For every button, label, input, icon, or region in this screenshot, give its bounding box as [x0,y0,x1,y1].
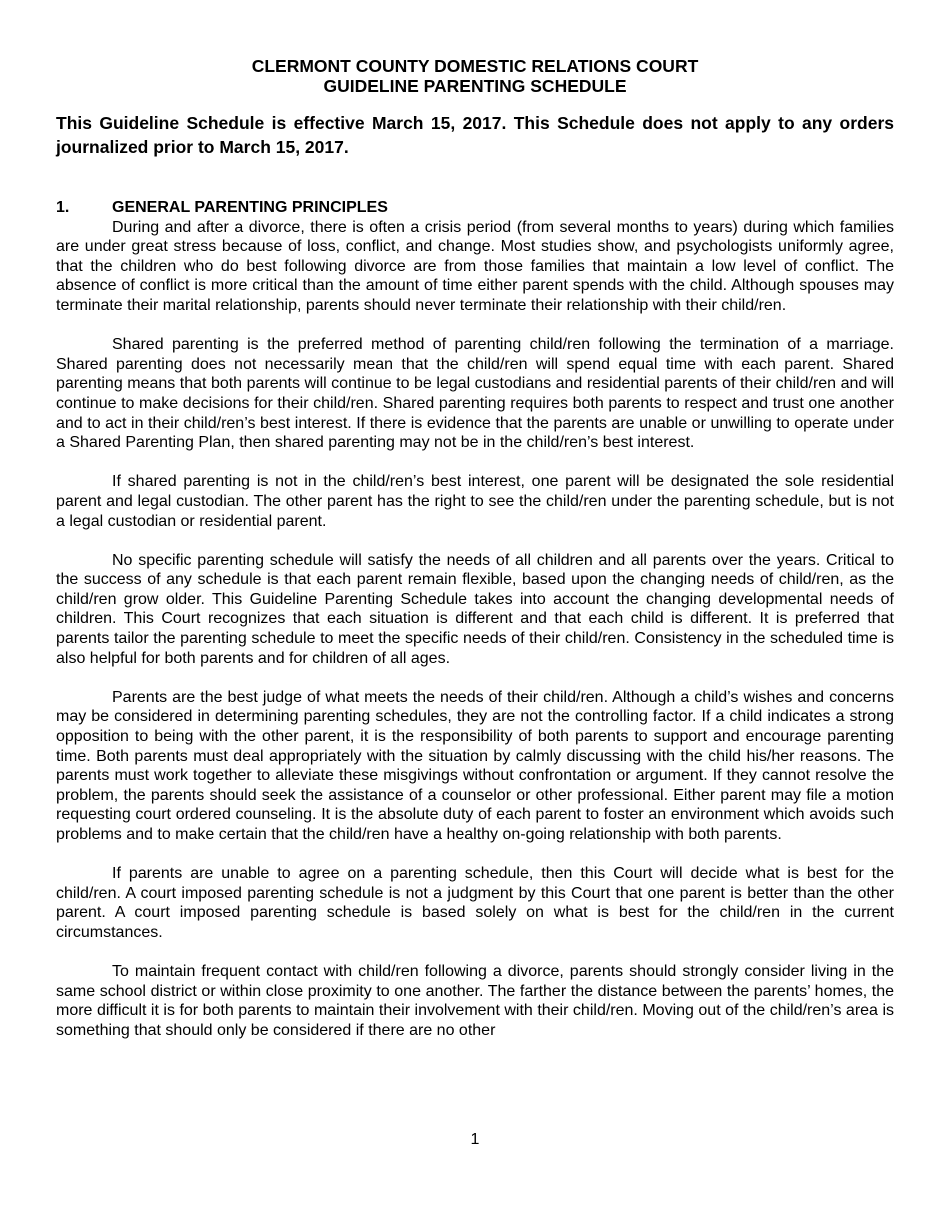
paragraph: If parents are unable to agree on a parenting schedule, then this Court will decide what is best for the child/ren. A court imposed parenting schedule is not a judgment by this Court that one parent is better than the other parent. A court imposed parenting schedule is based solely on what is best for the child/ren in the current circumstances. [56,865,894,941]
page-number: 1 [470,1131,480,1148]
document-page [56,56,894,1041]
paragraph: Parents are the best judge of what meets the needs of their child/ren. Although a child’s wishes and concerns may be considered in determining parenting schedules, they are not the controlling factor. If a child indicates a strong opposition to being with the other parent, it is the responsibility of both parents to support and encourage parenting time. Both parents must deal appropriately with the situation by calmly discussing with the child his/her reasons. The parents must work together to alleviate these misgivings without confrontation or argument. If they cannot resolve the problem, the parents should seek the assistance of a counselor or other professional. Either parent may file a motion requesting court ordered counseling. It is the absolute duty of each parent to foster an environment which avoids such problems and to make certain that the child/ren have a healthy on-going relationship with both parents. [56,688,894,843]
paragraph: No specific parenting schedule will satisfy the needs of all children and all parents over the years. Critical to the success of any schedule is that each parent remain flexible, based upon the changing needs of child/ren, as the child/ren grow older. This Guideline Parenting Schedule takes into account the changing developmental needs of children. This Court recognizes that each situation is different and that each child is different. It is preferred that parents tailor the parenting schedule to meet the specific needs of their child/ren. Consistency in the scheduled time is also helpful for both parents and for children of all ages. [56,551,894,667]
paragraph: If shared parenting is not in the child/ren’s best interest, one parent will be designated the sole residential parent and legal custodian. The other parent has the right to see the child/ren under the parenting schedule, but is not a legal custodian or residential parent. [56,473,894,530]
paragraph: Shared parenting is the preferred method of parenting child/ren following the termination of a marriage. Shared parenting does not necessarily mean that the child/ren will spend equal time with each parent. Shared parenting means that both parents will continue to be legal custodians and residential parents of their child/ren and will continue to make decisions for their child/ren. Shared parenting requires both parents to respect and trust one another and to act in their child/ren’s best interest. If there is evidence that the parents are unable or unwilling to operate under a Shared Parenting Plan, then shared parenting may not be in the child/ren’s best interest. [56,336,894,452]
section-title: GENERAL PARENTING PRINCIPLES [112,199,388,216]
court-name-heading: CLERMONT COUNTY DOMESTIC RELATIONS COURT [251,56,699,76]
effective-date-notice: This Guideline Schedule is effective March 15, 2017. This Schedule does not apply to any orders journalized prior to March 15, 2017. [56,113,894,157]
paragraph: During and after a divorce, there is often a crisis period (from several months to years) during which families are under great stress because of loss, conflict, and change. Most studies show, and psychologists uniformly agree, that the children who do best following divorce are from those families that maintain a low level of conflict. The absence of conflict is more critical than the amount of time either parent spends with the child. Although spouses may terminate their marital relationship, parents should never terminate their relationship with their child/ren. [56,218,894,314]
section-heading [56,198,894,218]
section-number: 1. [56,199,70,216]
paragraph: To maintain frequent contact with child/ren following a divorce, parents should strongly consider living in the same school district or within close proximity to one another. The farther the distance between the parents’ homes, the more difficult it is for both parents to maintain their involvement with their child/ren. Moving out of the child/ren’s area is something that should only be considered if there are no other [56,963,894,1039]
schedule-title-heading: GUIDELINE PARENTING SCHEDULE [323,76,627,96]
